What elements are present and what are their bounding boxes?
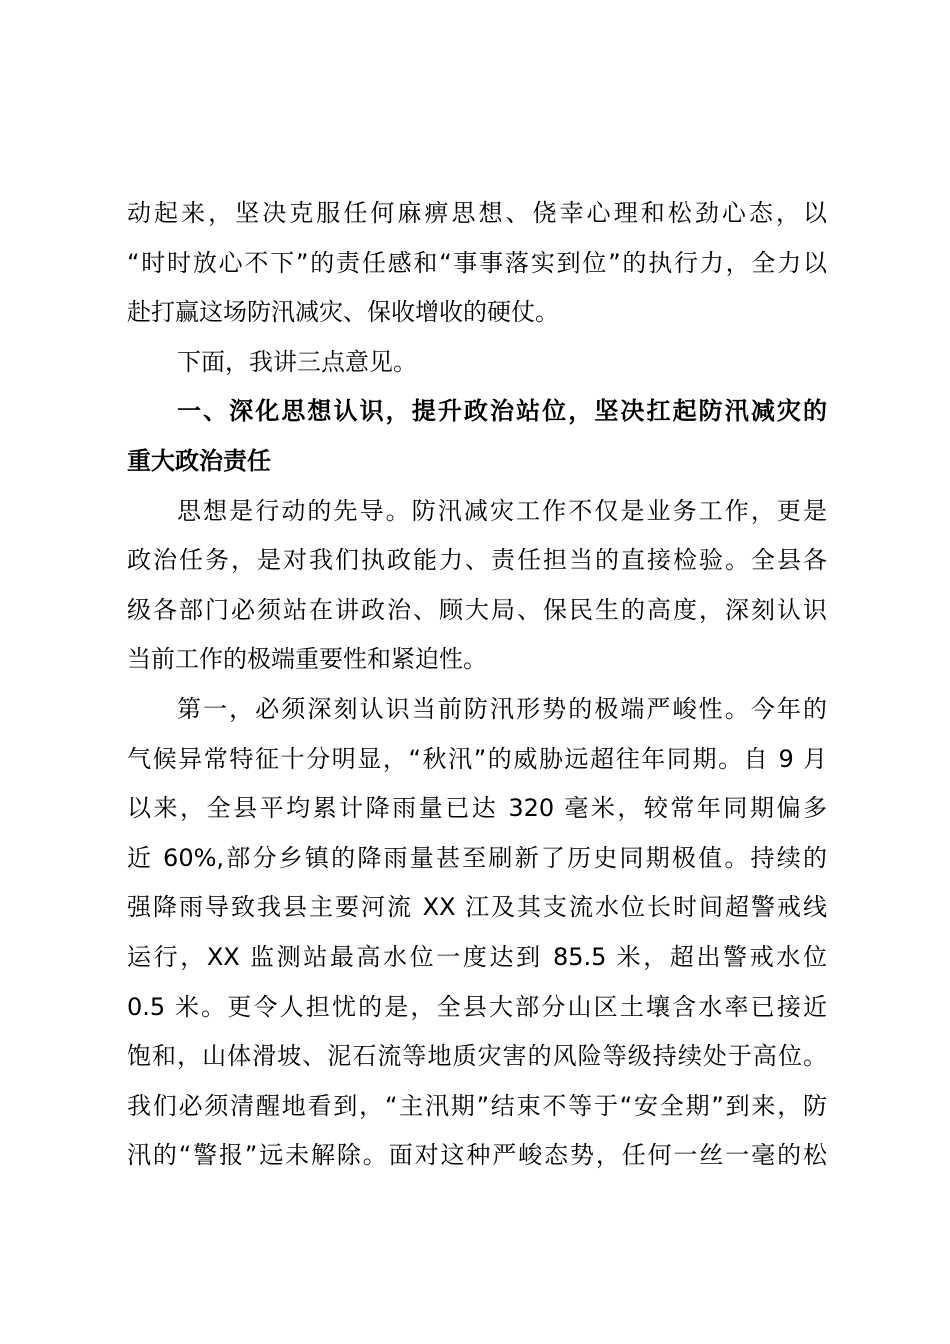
text-line: 汛的“警报”远未解除。面对这种严峻态势，任何一丝一毫的松 bbox=[127, 1141, 827, 1170]
text-line: 第一，必须深刻认识当前防汛形势的极端严峻性。今年的 bbox=[177, 694, 827, 723]
section-heading-line: 一、深化思想认识，提升政治站位，坚决扛起防汛减灾的 bbox=[177, 397, 827, 426]
text-line: 饱和，山体滑坡、泥石流等地质灾害的风险等级持续处于高位。 bbox=[127, 1042, 827, 1071]
section-heading-line: 重大政治责任 bbox=[127, 446, 271, 475]
text-line: 动起来，坚决克服任何麻痹思想、侥幸心理和松劲心态，以 bbox=[127, 199, 827, 227]
text-line: 我们必须清醒地看到，“主汛期”结束不等于“安全期”到来，防 bbox=[127, 1091, 827, 1120]
text-line: 强降雨导致我县主要河流 XX 江及其支流水位长时间超警戒线 bbox=[127, 893, 827, 922]
text-line: 政治任务，是对我们执政能力、责任担当的直接检验。全县各 bbox=[127, 546, 827, 575]
text-line: 运行，XX 监测站最高水位一度达到 85.5 米，超出警戒水位 bbox=[127, 942, 827, 971]
text-line: 0.5 米。更令人担忧的是，全县大部分山区土壤含水率已接近 bbox=[127, 992, 827, 1021]
text-line: 赴打赢这场防汛减灾、保收增收的硬仗。 bbox=[127, 298, 559, 327]
document-page bbox=[127, 189, 827, 1181]
text-line: 当前工作的极端重要性和紧迫性。 bbox=[127, 645, 487, 674]
text-line: 近 60%,部分乡镇的降雨量甚至刷新了历史同期极值。持续的 bbox=[127, 843, 827, 872]
text-line: 级各部门必须站在讲政治、顾大局、保民生的高度，深刻认识 bbox=[127, 595, 827, 624]
text-line: “时时放心不下”的责任感和“事事落实到位”的执行力，全力以 bbox=[127, 248, 827, 277]
text-line: 气候异常特征十分明显，“秋汛”的威胁远超往年同期。自 9 月 bbox=[127, 744, 827, 773]
text-line: 下面，我讲三点意见。 bbox=[177, 347, 417, 376]
text-line: 思想是行动的先导。防汛减灾工作不仅是业务工作，更是 bbox=[177, 496, 827, 525]
text-line: 以来，全县平均累计降雨量已达 320 毫米，较常年同期偏多 bbox=[127, 794, 827, 823]
